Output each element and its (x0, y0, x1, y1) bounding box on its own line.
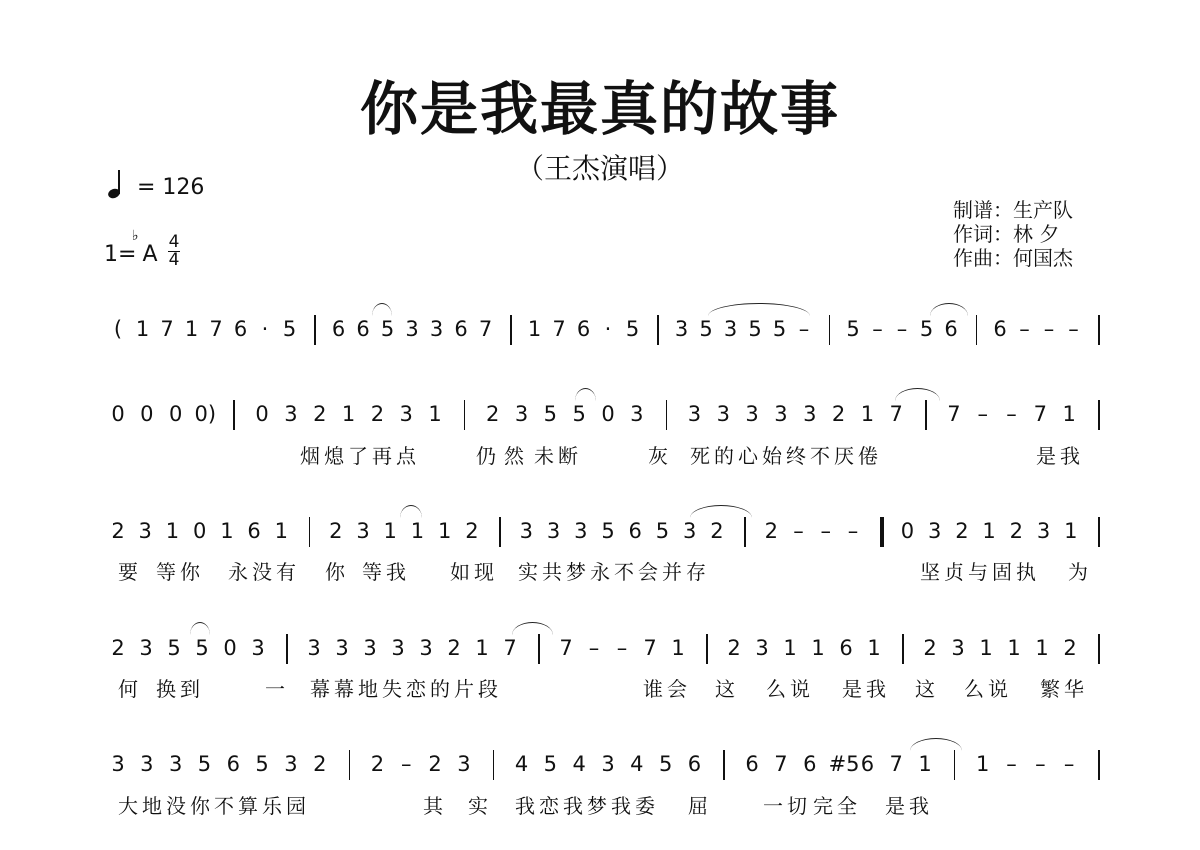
note-token: 3 (951, 636, 965, 660)
lyric-text: 完全 (813, 794, 861, 818)
lyric-text: 这 (915, 677, 939, 701)
lyric-text: 死的心始终不厌倦 (690, 444, 882, 468)
note-token: – (1006, 402, 1017, 426)
note-token: 6 (860, 752, 875, 776)
note-token: 1 (918, 752, 932, 776)
note-token: 3 (284, 752, 298, 776)
note-token: 3 (687, 402, 702, 426)
note-token: · (604, 317, 612, 341)
lyric-text: 如现 (450, 560, 498, 584)
note-token: 7 (160, 317, 174, 341)
note-token: 7 (889, 752, 903, 776)
lyric-text: 灰 (648, 444, 672, 468)
note-token: – (616, 636, 628, 660)
note-token: 3 (284, 402, 298, 426)
note-token: 2 (923, 636, 937, 660)
barline (493, 750, 495, 780)
note-token: 6 (356, 317, 370, 341)
note-token: 1 (135, 317, 150, 341)
note-token: 3 (356, 519, 370, 543)
note-token: 2 (486, 402, 500, 426)
note-token: – (798, 317, 810, 341)
lyric-text: 等我 (362, 560, 410, 584)
lyric-text: 你 (325, 560, 349, 584)
note-token: 7 (774, 752, 788, 776)
note-token: 6 (233, 317, 248, 341)
quarter-note-icon (108, 172, 122, 198)
note-token: 7 (947, 402, 961, 426)
credit-arranger: 制谱：生产队 (953, 198, 1073, 222)
note-token: 4 (572, 752, 586, 776)
lyric-text: 烟熄了再点 (300, 444, 420, 468)
slur-mark (575, 388, 596, 401)
lyric-text: 其 (423, 794, 447, 818)
time-bottom: 4 (168, 250, 180, 270)
note-token: 2 (329, 519, 343, 543)
flat-sign: ♭ (132, 228, 139, 244)
note-token: 3 (140, 752, 154, 776)
lyric-text: 未断 (534, 444, 582, 468)
lyric-text: 这 (715, 677, 739, 701)
note-token: 5 (543, 752, 558, 776)
note-token: · (261, 317, 269, 341)
slur-mark (400, 505, 422, 518)
note-token: 3 (363, 636, 377, 660)
barline (723, 750, 725, 780)
note-token: 3 (138, 519, 152, 543)
row-end-barline (1098, 517, 1100, 547)
note-token: 3 (139, 636, 153, 660)
note-token: 2 (370, 402, 385, 426)
key-prefix: 1= (104, 242, 137, 267)
row-end-barline (1098, 400, 1100, 430)
note-token: 7 (559, 636, 573, 660)
note-token: – (872, 317, 883, 341)
note-token: 1 (783, 636, 797, 660)
note-token: – (820, 519, 832, 543)
note-token: 3 (774, 402, 788, 426)
note-token: 3 (429, 317, 444, 341)
tempo-marking (108, 172, 204, 200)
tempo-value: = 126 (137, 175, 205, 200)
note-token: 0 (140, 402, 154, 426)
note-token: 1 (165, 519, 180, 543)
note-token: 1 (982, 519, 996, 543)
barline (233, 400, 235, 430)
note-token: 6 (803, 752, 817, 776)
barline (464, 400, 466, 430)
note-token: 6 (576, 317, 591, 341)
note-token: 3 (251, 636, 265, 660)
key-note: A (142, 242, 158, 267)
slur-mark (930, 303, 968, 316)
note-token: 6 (993, 317, 1007, 341)
note-token: 0 (168, 402, 183, 426)
time-top: 4 (168, 232, 180, 252)
note-token: 3 (111, 752, 125, 776)
note-token: 3 (927, 519, 942, 543)
note-token: 2 (111, 636, 125, 660)
note-token: 2 (727, 636, 741, 660)
note-token: 6 (944, 317, 958, 341)
note-token: 2 (313, 752, 327, 776)
note-token: 6 (454, 317, 468, 341)
note-token: 5 (658, 752, 673, 776)
note-token: 7 (552, 317, 566, 341)
note-token: 4 (630, 752, 644, 776)
barline (538, 634, 540, 664)
note-token: 2 (111, 519, 125, 543)
note-token: 7 (503, 636, 517, 660)
note-token: ( (113, 317, 123, 341)
note-token: 2 (764, 519, 779, 543)
song-title: 你是我最真的故事 (359, 75, 840, 143)
note-token: 1 (341, 402, 356, 426)
note-token: – (1035, 752, 1046, 776)
slur-mark (690, 505, 752, 518)
lyric-text: 换到 (156, 677, 204, 701)
note-token: – (1019, 317, 1030, 341)
note-token: 3 (457, 752, 471, 776)
note-token: 3 (803, 402, 817, 426)
lyric-text: 么说 (766, 677, 814, 701)
barline (666, 400, 668, 430)
lyric-text: 么说 (964, 677, 1012, 701)
credit-lyricist: 作词：林 夕 (953, 222, 1060, 246)
note-token: 1 (979, 636, 993, 660)
note-token: 3 (168, 752, 183, 776)
lyric-text: 谁会 (643, 677, 691, 701)
note-token: 2 (370, 752, 385, 776)
note-token: 0 (192, 519, 207, 543)
note-token: 6 (745, 752, 759, 776)
slur-mark (512, 622, 553, 635)
note-token: 5 (255, 752, 269, 776)
note-token: 5 (846, 317, 860, 341)
lyric-text: 何 (118, 677, 142, 701)
note-token: 5 (655, 519, 670, 543)
note-token: 1 (220, 519, 234, 543)
lyric-text: 仍 (476, 444, 500, 468)
note-token: – (896, 317, 908, 341)
note-token: 3 (307, 636, 321, 660)
song-subtitle: （王杰演唱） (515, 152, 684, 185)
note-token: 0) (194, 402, 217, 426)
lyric-text: 一 (265, 677, 289, 701)
note-token: 3 (630, 402, 644, 426)
lyric-text: 然 (504, 444, 528, 468)
note-token: 1 (1035, 636, 1049, 660)
note-token: 6 (226, 752, 240, 776)
lyric-text: 实共梦永不会并存 (518, 560, 710, 584)
note-token: 7 (643, 636, 657, 660)
note-token: 1 (274, 519, 289, 543)
note-token: 2 (710, 519, 724, 543)
note-token: 3 (519, 519, 534, 543)
note-token: 1 (428, 402, 442, 426)
barline (286, 634, 288, 664)
score-row (0, 398, 1200, 458)
lyric-text: 是我 (842, 677, 890, 701)
lyric-text: 坚贞与固执 (920, 560, 1040, 584)
note-token: 3 (1036, 519, 1051, 543)
note-token: 2 (831, 402, 846, 426)
note-token: – (793, 519, 804, 543)
note-token: 1 (410, 519, 425, 543)
time-signature (168, 234, 180, 269)
note-token: 5 (699, 317, 713, 341)
note-token: 1 (1062, 402, 1076, 426)
note-token: 1 (437, 519, 452, 543)
note-token: 7 (1033, 402, 1048, 426)
note-token: 1 (671, 636, 685, 660)
note-token: 6 (247, 519, 261, 543)
note-token: – (1068, 317, 1079, 341)
note-token: 5 (601, 519, 615, 543)
key-signature (104, 228, 180, 270)
note-token: 5 (748, 317, 762, 341)
note-token: – (1063, 752, 1075, 776)
note-token: 5 (197, 752, 212, 776)
note-token: 0 (111, 402, 125, 426)
note-token: 5 (543, 402, 558, 426)
note-token: 6 (628, 519, 642, 543)
note-token: 1 (184, 317, 199, 341)
note-token: 5 (919, 317, 934, 341)
note-token: 3 (674, 317, 689, 341)
barline (902, 634, 904, 664)
note-token: 3 (546, 519, 561, 543)
note-token: 4 (514, 752, 529, 776)
note-token: 2 (313, 402, 327, 426)
note-token: 1 (860, 402, 875, 426)
barline (706, 634, 708, 664)
lyric-text: 屈 (688, 794, 712, 818)
note-token: 3 (723, 317, 738, 341)
row-end-barline (1098, 634, 1100, 664)
note-token: 3 (745, 402, 759, 426)
barline (510, 315, 512, 345)
note-token: 2 (955, 519, 969, 543)
lyric-text: 幕幕地失恋的片段 (310, 677, 502, 701)
note-token: 3 (405, 317, 419, 341)
note-token: 3 (514, 402, 529, 426)
note-token: – (977, 402, 988, 426)
note-token: 6 (687, 752, 702, 776)
note-token: 1 (1007, 636, 1021, 660)
note-token: – (588, 636, 600, 660)
barline (309, 517, 311, 547)
note-token: – (400, 752, 412, 776)
note-token: – (847, 519, 859, 543)
note-token: 0 (601, 402, 615, 426)
barline (314, 315, 316, 345)
note-token: 2 (428, 752, 442, 776)
note-token: 5 (625, 317, 640, 341)
note-token: 1 (475, 636, 489, 660)
note-token: 7 (209, 317, 223, 341)
slur-mark (910, 738, 962, 751)
lyric-text: 等你 (156, 560, 204, 584)
note-token: 2 (1063, 636, 1077, 660)
slur-mark (708, 303, 810, 316)
note-token: 1 (867, 636, 881, 660)
note-token: 2 (465, 519, 479, 543)
barline (499, 517, 501, 547)
note-token: 3 (601, 752, 615, 776)
note-token: 3 (574, 519, 588, 543)
barline (829, 315, 831, 345)
note-token: 1 (811, 636, 825, 660)
note-token: – (1006, 752, 1017, 776)
barline (954, 750, 956, 780)
note-token: 5 (282, 317, 297, 341)
note-token: #5 (828, 752, 860, 776)
note-token: 3 (419, 636, 433, 660)
lyric-text: 一切 (763, 794, 811, 818)
note-token: 3 (399, 402, 413, 426)
note-token: – (1043, 317, 1055, 341)
note-token: 0 (900, 519, 915, 543)
lyric-text: 是我 (1036, 444, 1084, 468)
note-token: 5 (195, 636, 209, 660)
note-token: 5 (380, 317, 395, 341)
slur-mark (190, 622, 210, 635)
note-token: 2 (447, 636, 461, 660)
score-row (0, 313, 1200, 373)
lyric-text: 要 (118, 560, 142, 584)
note-token: 7 (889, 402, 903, 426)
note-token: 6 (331, 317, 346, 341)
lyric-text: 大地没你不算乐园 (118, 794, 310, 818)
barline (744, 517, 746, 547)
note-token: 2 (1009, 519, 1024, 543)
credit-composer: 作曲：何国杰 (953, 246, 1073, 270)
barline (657, 315, 659, 345)
row-end-barline (1098, 750, 1100, 780)
lyric-text: 为 (1068, 560, 1092, 584)
lyric-text: 实 (468, 794, 492, 818)
barline (925, 400, 927, 430)
note-token: 5 (772, 317, 787, 341)
note-token: 3 (755, 636, 769, 660)
barline (976, 315, 978, 345)
lyric-text: 我恋我梦我委 (515, 794, 659, 818)
lyric-text: 繁华 (1040, 677, 1088, 701)
row-end-barline (1098, 315, 1100, 345)
note-token: 0 (223, 636, 237, 660)
note-token: 1 (383, 519, 397, 543)
note-token: 0 (255, 402, 269, 426)
note-token: 3 (682, 519, 697, 543)
note-token: 7 (478, 317, 493, 341)
slur-mark (895, 388, 940, 401)
slur-mark (372, 303, 392, 316)
note-token: 1 (1064, 519, 1078, 543)
barline (349, 750, 351, 780)
note-token: 3 (335, 636, 349, 660)
note-token: 3 (716, 402, 730, 426)
note-token: 5 (572, 402, 586, 426)
lyric-text: 永没有 (228, 560, 300, 584)
note-token: 1 (976, 752, 990, 776)
repeat-start (880, 517, 884, 547)
note-token: 3 (391, 636, 405, 660)
note-token: 1 (527, 317, 542, 341)
lyric-text: 是我 (885, 794, 933, 818)
note-token: 6 (839, 636, 853, 660)
note-token: 5 (167, 636, 181, 660)
